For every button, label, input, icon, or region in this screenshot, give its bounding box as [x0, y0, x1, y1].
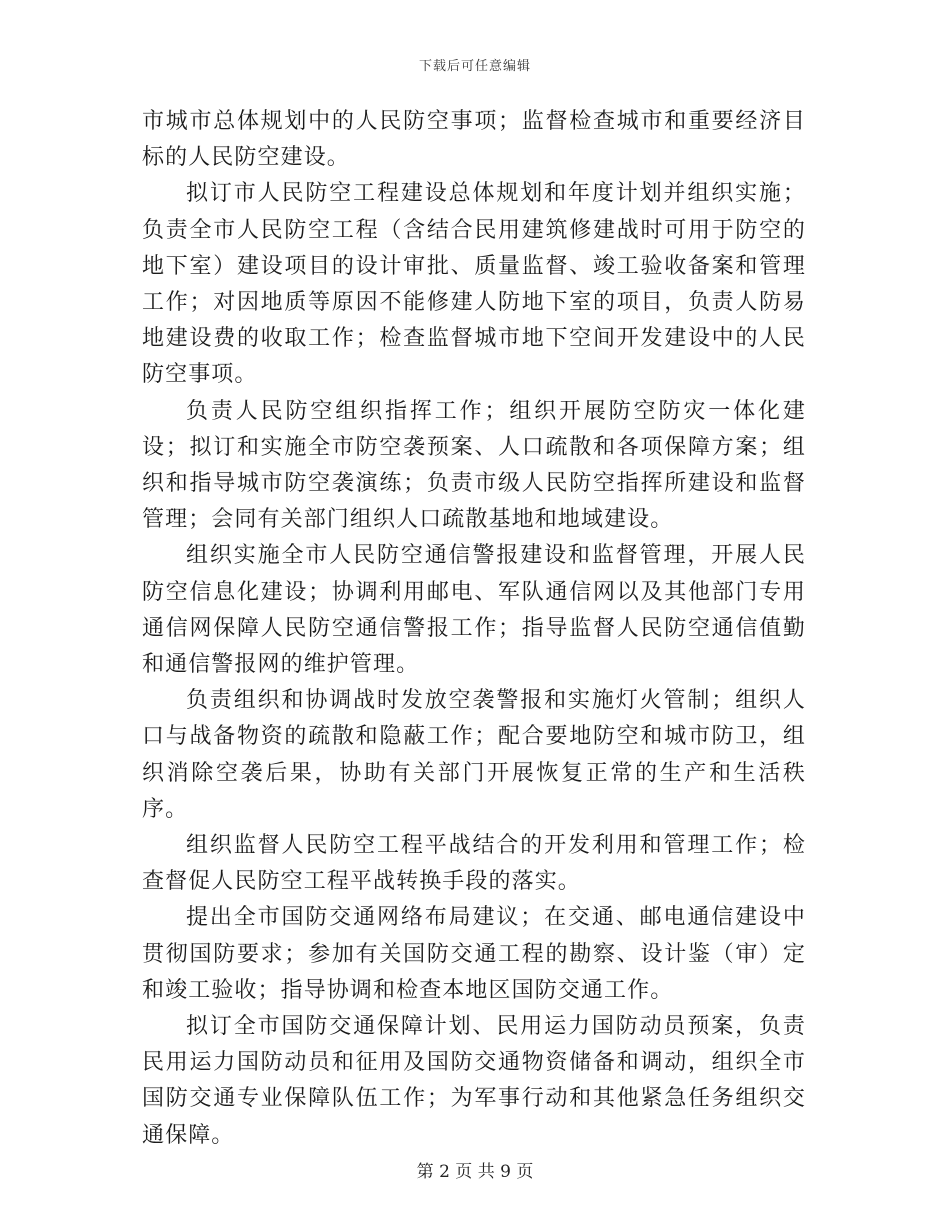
paragraph: 市城市总体规划中的人民防空事项；监督检查城市和重要经济目标的人民防空建设。 — [142, 109, 806, 171]
page-number: 第 2 页 共 9 页 — [416, 1162, 534, 1182]
paragraph: 拟订市人民防空工程建设总体规划和年度计划并组织实施；负责全市人民防空工程（含结合民用建筑修建战时可用于防空的地下室）建设项目的设计审批、质量监督、竣工验收备案和管理工作；对因地质等原因不能修建人防地下室的项目，负责人防易地建设费的收取工作；检查监督城市地下空间开发建设中的人民防空事项。 — [142, 181, 806, 388]
paragraph: 拟订全市国防交通保障计划、民用运力国防动员预案，负责民用运力国防动员和征用及国防交通物资储备和调动，组织全市国防交通专业保障队伍工作；为军事行动和其他紧急任务组织交通保障。 — [142, 1014, 806, 1148]
paragraph: 负责人民防空组织指挥工作；组织开展防空防灾一体化建设；拟订和实施全市防空袭预案、人口疏散和各项保障方案；组织和指导城市防空袭演练；负责市级人民防空指挥所建设和监督管理；会同有关部门组织人口疏散基地和地域建设。 — [142, 398, 806, 533]
paragraph: 提出全市国防交通网络布局建议；在交通、邮电通信建设中贯彻国防要求；参加有关国防交通工程的勘察、设计鉴（审）定和竣工验收；指导协调和检查本地区国防交通工作。 — [142, 905, 806, 1003]
paragraph: 负责组织和协调战时发放空袭警报和实施灯火管制；组织人口与战备物资的疏散和隐蔽工作；配合要地防空和城市防卫，组织消除空袭后果，协助有关部门开展恢复正常的生产和生活秩序。 — [142, 688, 806, 822]
page-header: 下载后可任意编辑 — [418, 59, 531, 74]
paragraph: 组织监督人民防空工程平战结合的开发利用和管理工作；检查督促人民防空工程平战转换手段的落实。 — [142, 833, 806, 895]
document-body — [142, 104, 806, 1154]
paragraph: 组织实施全市人民防空通信警报建设和监督管理，开展人民防空信息化建设；协调利用邮电、军队通信网以及其他部门专用通信网保障人民防空通信警报工作；指导监督人民防空通信值勤和通信警报网的维护管理。 — [142, 543, 806, 678]
